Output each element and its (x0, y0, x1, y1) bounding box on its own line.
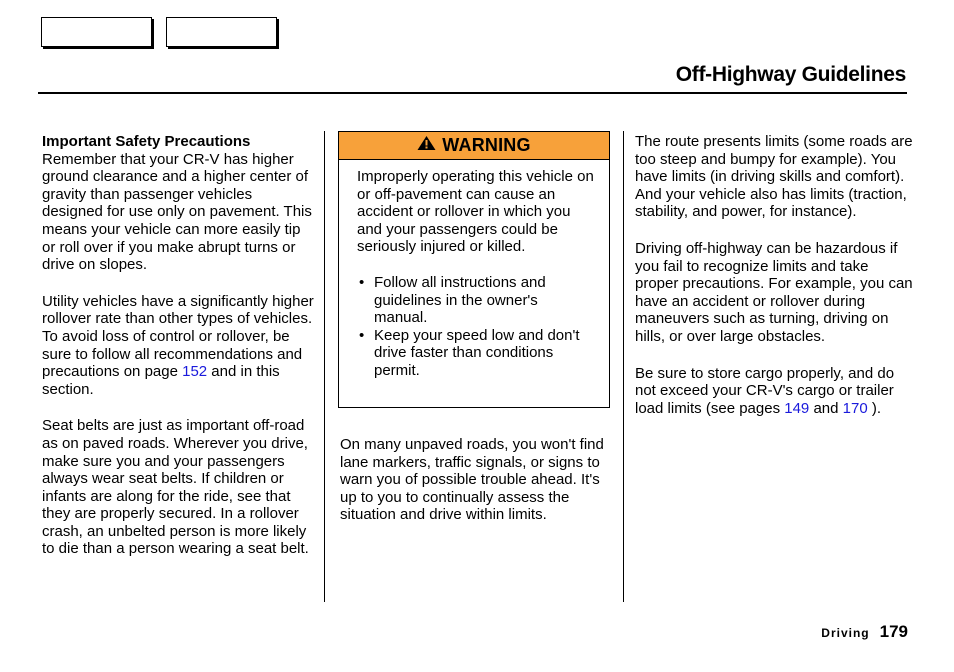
warning-label: WARNING (442, 135, 531, 155)
section-heading: Important Safety Precautions (42, 133, 251, 150)
warning-bullet-list (357, 274, 595, 380)
prev-page-button[interactable] (41, 17, 152, 47)
warning-banner (339, 132, 609, 160)
warning-body (339, 160, 609, 380)
page-title: Off-Highway Guidelines (675, 63, 906, 86)
right-column (635, 133, 915, 436)
footer-section-name: Driving (821, 626, 870, 640)
left-paragraph-2: Utility vehicles have a significantly higher rollover rate than other types of vehicles. To avoid loss of control or rollover, be sure to follow all recommendations and precautions on page 152 and in this section. (42, 292, 314, 398)
title-divider (38, 92, 907, 94)
middle-paragraph: On many unpaved roads, you won't find lane markers, traffic signals, or signs to warn you of possible trouble ahead. It's up to you to continually assess the situation and drive within limits. (340, 436, 604, 524)
left-column (42, 133, 317, 577)
right-paragraph-1: The route presents limits (some roads are too steep and bumpy for example). You have limits (in driving skills and comfort). And your vehicle also has limits (traction, stability, and power, for instance). (635, 133, 913, 221)
left-p1-text: Remember that your CR-V has higher ground clearance and a higher center of gravity than passenger vehicles designed for use only on pavement. This means your vehicle can more easily tip or roll over if you make abrupt turns or drive on slopes. (42, 150, 312, 274)
page-number: 179 (879, 622, 908, 641)
warning-triangle-icon (417, 135, 436, 156)
right-paragraph-2: Driving off-highway can be hazardous if you fail to recognize limits and take proper precautions. For example, you can have an accident or rollover during maneuvers such as turning, driving on hills, or over large obstacles. (635, 239, 913, 345)
warning-text: Improperly operating this vehicle on or off-pavement can cause an accident or rollover in which you and your passengers could be seriously injured or killed. (357, 168, 594, 256)
page-footer (821, 622, 908, 642)
page-link-152[interactable]: 152 (182, 363, 208, 381)
right-paragraph-3: Be sure to store cargo properly, and do not exceed your CR-V's cargo or trailer load limits (see pages 149 and 170 ). (635, 364, 895, 417)
column-divider-left (324, 131, 325, 602)
left-paragraph-3: Seat belts are just as important off-road as on paved roads. Wherever you drive, make sure you and your passengers always wear seat belts. If children or infants are along for the ride, see that they are properly secured. In a rollover crash, an unbelted person is more likely to die than a person wearing a seat belt. (42, 417, 309, 558)
warning-bullet: • Follow all instructions and guidelines in the owner's manual. (357, 274, 595, 327)
warning-bullet: • Keep your speed low and don't drive faster than conditions permit. (357, 327, 595, 380)
page-link-149[interactable]: 149 (784, 399, 810, 417)
page-link-170[interactable]: 170 (842, 399, 868, 417)
warning-box (338, 131, 610, 408)
column-divider-right (623, 131, 624, 602)
left-paragraph-1 (42, 133, 317, 274)
next-page-button[interactable] (166, 17, 277, 47)
